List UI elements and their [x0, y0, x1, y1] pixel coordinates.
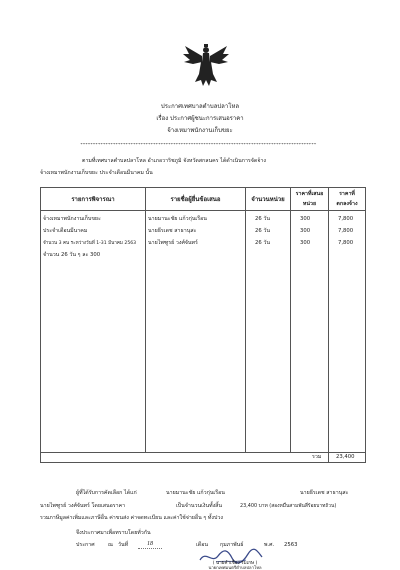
separator-line: **********************************************************************************************: [80, 143, 316, 148]
day-value: 18: [138, 540, 162, 549]
intro-line-1: ตามที่เทศบาลตำบลปลาโหล อำเภอวาริชภูมิ จังหวัดสกลนคร ได้ดำเนินการจัดจ้าง: [82, 158, 266, 164]
bidder-agreed: 7,800: [338, 240, 354, 246]
total-amount: 23,400 บาท (สองหมื่นสามพันสี่ร้อยบาทถ้วน): [240, 503, 337, 509]
bidder-agreed: 7,800: [338, 228, 354, 234]
bidder-price: 300: [300, 216, 311, 222]
item-line-3: จำนวน 3 คน ระหว่างวันที่ 1-31 มีนาคม 2563: [43, 241, 137, 246]
item-line-4: จำนวน 26 วัน ๆ ละ 300: [43, 252, 101, 258]
org-title: ประกาศเทศบาลตำบลปลาโหล: [160, 103, 240, 110]
tax-note: รวมภาษีมูลค่าเพิ่มและภาษีอื่น ค่าขนส่ง ค่าจดทะเบียน และค่าใช้จ่ายอื่น ๆ ทั้งปวง: [40, 515, 223, 521]
bidder-qty: 26 วัน: [255, 240, 271, 246]
bidder-qty: 26 วัน: [255, 216, 271, 222]
header-price-1: ราคาที่เสนอ: [295, 191, 324, 197]
header-bidders: รายชื่อผู้ยื่นข้อเสนอ: [170, 196, 221, 203]
signer-name: ( นายคำเชื่อง ร่มเกษ ): [212, 561, 258, 566]
header-agreed-1: ราคาที่: [339, 191, 355, 197]
item-line-1: จ้างเหมาพนักงานเก็บขยะ: [43, 216, 101, 222]
bidder-price: 300: [300, 228, 311, 234]
winner-3: นายไพฑูรย์ วงศ์จันทร์ โดยเสนอราคา: [40, 503, 126, 509]
intro-line-2: จ้างเหมาพนักงานเก็บขยะ ประจำเดือนมีนาคม นั้น: [40, 170, 153, 176]
total-amount-label: เป็นจำนวนเงินทั้งสิ้น: [176, 503, 223, 509]
subject-title: เรื่อง ประกาศผู้ชนะการเสนอราคา: [156, 115, 244, 122]
bidder-name: นายไพฑูรย์ วงศ์จันทร์: [148, 240, 198, 246]
date-prefix: ประกาศ: [76, 542, 95, 548]
header-price-2: หน่วย: [302, 201, 317, 207]
bidder-name: นายมานะชัย แก้วกุ่นเรือน: [148, 216, 207, 222]
month-label: เดือน: [196, 542, 209, 548]
bidder-qty: 26 วัน: [255, 228, 271, 234]
total-label: รวม: [312, 454, 322, 460]
header-item: รายการพิจารณา: [71, 196, 115, 203]
item-line-2: ประจำเดือนมีนาคม: [43, 228, 88, 234]
garuda-seal: [181, 42, 231, 90]
total-value: 23,400: [336, 454, 355, 460]
year-label: พ.ศ.: [264, 542, 275, 548]
day-label: วันที่: [118, 542, 129, 548]
task-title: จ้างเหมาพนักงานเก็บขยะ: [167, 127, 233, 134]
announce-line: จึงประกาศมาเพื่อทราบโดยทั่วกัน: [76, 530, 151, 536]
bidder-agreed: 7,800: [338, 216, 354, 222]
header-qty: จำนวนหน่วย: [251, 196, 285, 203]
winner-1: นายมานะชัย แก้วกุ่นเรือน: [166, 490, 225, 496]
bidder-price: 300: [300, 240, 311, 246]
bidder-name: นายธีรเดช สาธานุสะ: [148, 228, 197, 234]
signer-position: นายกเทศมนตรีตำบลปลาโหล: [208, 565, 262, 570]
header-agreed-2: ตกลงจ้าง: [336, 201, 358, 207]
winner-2: นายธีรเดช สาธานุสะ: [300, 490, 349, 496]
result-intro: ผู้ที่ได้รับการคัดเลือก ได้แก่: [76, 490, 137, 496]
date-at: ณ: [108, 542, 113, 548]
month-value: กุมภาพันธ์: [220, 542, 244, 548]
year-value: 2563: [284, 542, 298, 548]
